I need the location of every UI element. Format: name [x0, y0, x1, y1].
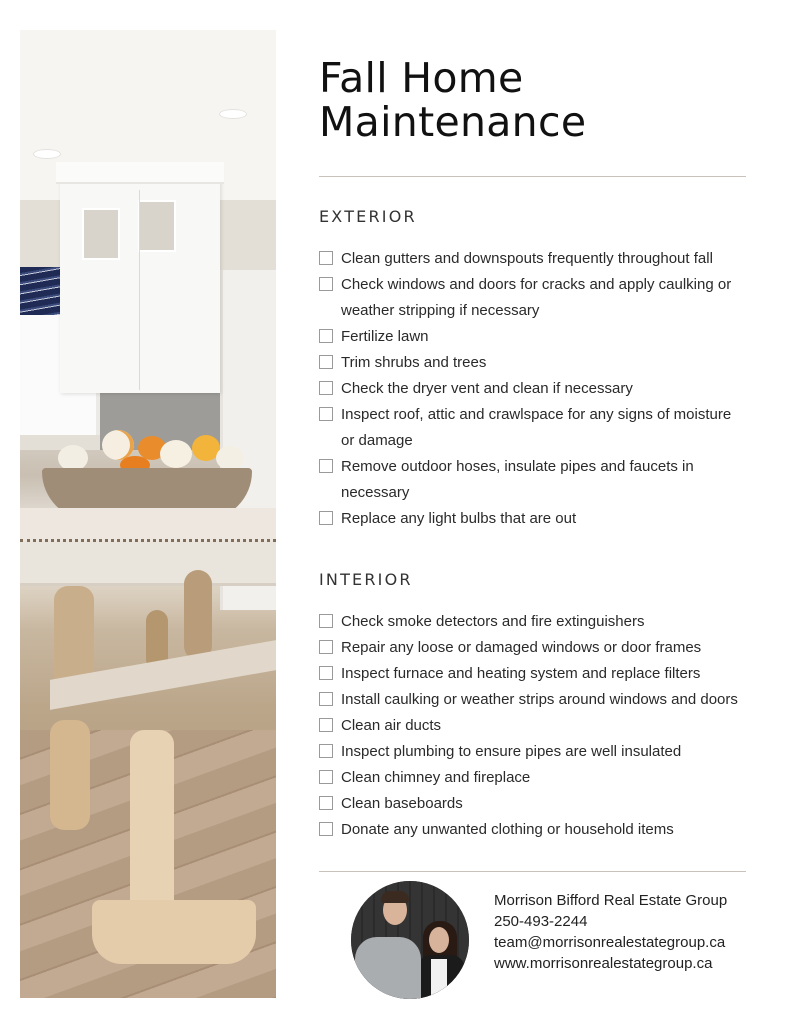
checkbox-icon[interactable]	[319, 796, 333, 810]
checkbox-icon[interactable]	[319, 251, 333, 265]
checklist-item	[319, 713, 747, 739]
checklist-item	[319, 791, 747, 817]
checklist-item-text: Check windows and doors for cracks and apply caulking or weather stripping if necessary	[341, 276, 732, 319]
email-link[interactable]: team@morrisonrealestategroup.ca	[494, 934, 726, 951]
checkbox-icon[interactable]	[319, 459, 333, 473]
checkbox-icon[interactable]	[319, 355, 333, 369]
checklist-item-text: Remove outdoor hoses, insulate pipes and faucets in necessary	[341, 458, 694, 501]
checklist-item-text: Inspect roof, attic and crawlspace for any signs of moisture or damage	[341, 406, 732, 449]
pumpkin	[160, 440, 192, 468]
contact-info	[494, 890, 727, 974]
interior-heading: INTERIOR	[319, 570, 413, 589]
checklist-item-text: Donate any unwanted clothing or household items	[341, 821, 674, 838]
avatar-person	[355, 937, 421, 999]
checklist-item	[319, 506, 747, 532]
checkbox-icon[interactable]	[319, 381, 333, 395]
checklist-item-text: Clean air ducts	[341, 717, 442, 734]
footer-divider	[319, 871, 746, 872]
checkbox-icon[interactable]	[319, 822, 333, 836]
checklist-item	[319, 246, 747, 272]
checklist-item-text: Repair any loose or damaged windows or door frames	[341, 639, 702, 656]
checkbox-icon[interactable]	[319, 718, 333, 732]
checklist-item	[319, 609, 747, 635]
checklist-item-text: Install caulking or weather strips around windows and doors	[341, 691, 738, 708]
contact-footer	[351, 881, 751, 1001]
checklist-item-text: Fertilize lawn	[341, 328, 429, 345]
checkbox-icon[interactable]	[319, 614, 333, 628]
photo-cabinet-glass	[138, 200, 176, 252]
exterior-heading: EXTERIOR	[319, 207, 417, 226]
recessed-light	[220, 110, 246, 118]
checklist-item-text: Inspect furnace and heating system and replace filters	[341, 665, 701, 682]
checkbox-icon[interactable]	[319, 277, 333, 291]
checklist-item	[319, 817, 747, 843]
exterior-checklist	[319, 246, 747, 532]
checklist-item	[319, 402, 747, 454]
checklist-item	[319, 376, 747, 402]
page-title-line2: Maintenance	[319, 98, 587, 146]
bench-leg	[130, 730, 174, 920]
table-leg	[50, 720, 90, 830]
checklist-item	[319, 272, 747, 324]
checkbox-icon[interactable]	[319, 666, 333, 680]
checklist-item	[319, 350, 747, 376]
photo-cabinet-glass	[82, 208, 120, 260]
checkbox-icon[interactable]	[319, 692, 333, 706]
checklist-item-text: Replace any light bulbs that are out	[341, 510, 577, 527]
checklist-item	[319, 324, 747, 350]
agents-avatar	[351, 881, 469, 999]
checklist-item	[319, 687, 747, 713]
avatar-person	[431, 959, 447, 999]
checklist-item-text: Clean baseboards	[341, 795, 463, 812]
tabletop	[20, 542, 276, 586]
table-leg	[184, 570, 212, 660]
checklist-item-text: Check smoke detectors and fire extinguishers	[341, 613, 645, 630]
bench-foot	[92, 900, 256, 964]
interior-checklist	[319, 609, 747, 843]
table-runner	[20, 508, 276, 542]
photo-cabinet-seam	[139, 190, 140, 390]
title-divider	[319, 176, 746, 177]
checkbox-icon[interactable]	[319, 770, 333, 784]
photo-cabinet-crown	[56, 162, 224, 184]
checklist-content	[319, 56, 747, 872]
recessed-light	[34, 150, 60, 158]
checklist-item-text: Clean chimney and fireplace	[341, 769, 531, 786]
pumpkin	[216, 446, 244, 470]
checklist-item	[319, 661, 747, 687]
checklist-item-text: Check the dryer vent and clean if necessary	[341, 380, 633, 397]
checklist-item	[319, 635, 747, 661]
checklist-item-text: Trim shrubs and trees	[341, 354, 487, 371]
checkbox-icon[interactable]	[319, 640, 333, 654]
page-title-line1: Fall Home	[319, 54, 524, 102]
checklist-item-text: Inspect plumbing to ensure pipes are well insulated	[341, 743, 682, 760]
checklist-item-text: Clean gutters and downspouts frequently throughout fall	[341, 250, 713, 267]
checkbox-icon[interactable]	[319, 744, 333, 758]
checkbox-icon[interactable]	[319, 329, 333, 343]
checkbox-icon[interactable]	[319, 407, 333, 421]
website-link[interactable]: www.morrisonrealestategroup.ca	[494, 955, 713, 972]
avatar-person	[381, 891, 409, 903]
checkbox-icon[interactable]	[319, 511, 333, 525]
avatar-person	[429, 927, 449, 953]
company-name: Morrison Bifford Real Estate Group	[494, 892, 728, 909]
page-title	[319, 56, 747, 144]
checklist-item	[319, 765, 747, 791]
phone-number[interactable]: 250-493-2244	[494, 913, 588, 930]
checklist-item	[319, 739, 747, 765]
checklist-item	[319, 454, 747, 506]
kitchen-dining-photo	[20, 30, 276, 998]
